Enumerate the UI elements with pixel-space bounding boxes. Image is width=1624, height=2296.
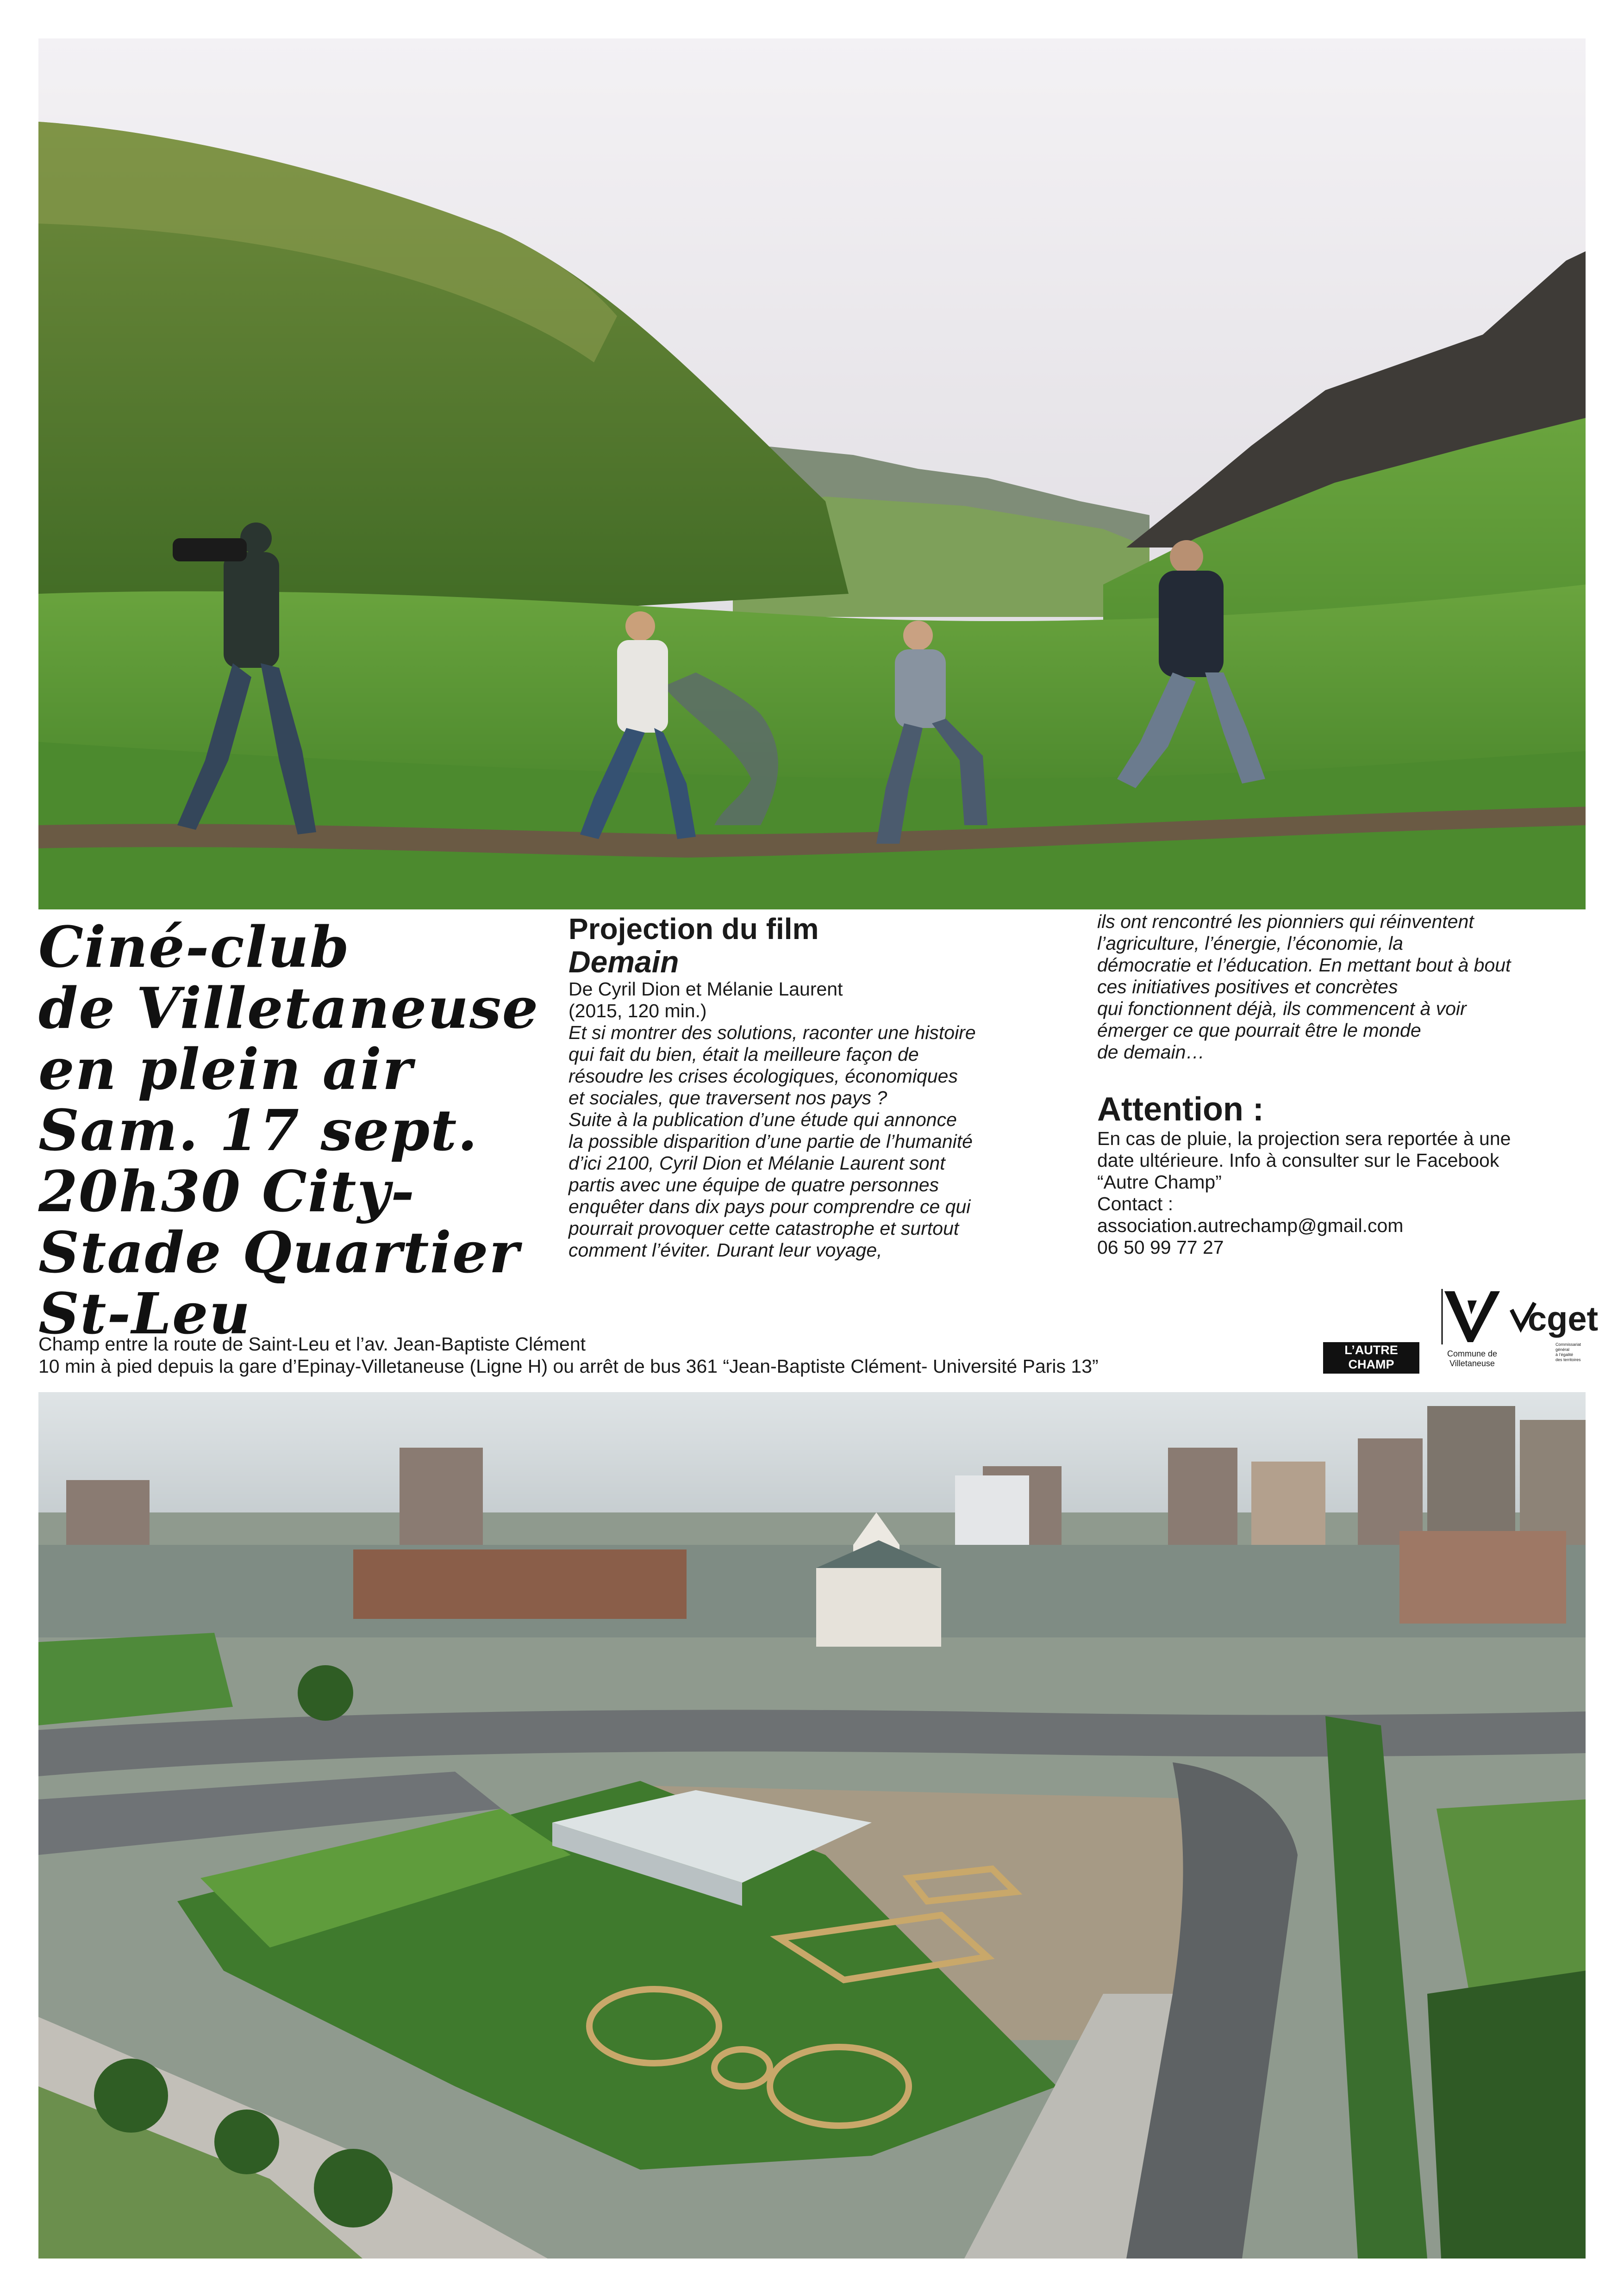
attention-line: date ultérieure. Info à consulter sur le Facebook [1097,1150,1499,1171]
synopsis-cont-line: de demain… [1097,1041,1205,1063]
autre-champ-logo [1323,1342,1419,1374]
contact-email[interactable]: association.autrechamp@gmail.com [1097,1215,1404,1236]
cget-sub-line: général [1555,1347,1570,1352]
synopsis-cont-line: ils ont rencontré les pionniers qui réinventent [1097,911,1474,932]
synopsis-cont-line: qui fonctionnent déjà, ils commencent à voir [1097,998,1467,1019]
autre-champ-logo-line-1: L’AUTRE [1344,1343,1398,1357]
cget-wordmark: cget [1528,1300,1599,1338]
contact-label: Contact : [1097,1193,1174,1214]
villetaneuse-commune-logo [1440,1287,1505,1375]
commune-label: Commune de [1447,1349,1498,1358]
synopsis-line: Suite à la publication d’une étude qui annonce [568,1109,957,1130]
attention-line: “Autre Champ” [1097,1171,1222,1193]
synopsis-line: d’ici 2100, Cyril Dion et Mélanie Laurent sont [568,1152,945,1174]
cget-sub-line: Commissariat [1555,1342,1581,1347]
film-title: Demain [568,945,679,979]
urban-farm-illustration [38,1392,1586,2259]
synopsis-line: résoudre les crises écologiques, économiques [568,1065,958,1087]
headline-line-3: en plein air [38,1036,413,1102]
film-duration: (2015, 120 min.) [568,1000,707,1021]
headline-line-5: 20h30 City- [38,1158,416,1225]
address-line-1: Champ entre la route de Saint-Leu et l’av. Jean-Baptiste Clément [38,1333,586,1355]
synopsis-line: partis avec une équipe de quatre personnes [568,1174,939,1195]
villetaneuse-label: Villetaneuse [1449,1359,1495,1368]
headline-line-7: St-Leu [38,1280,251,1347]
address-line-2: 10 min à pied depuis la gare d’Epinay-Villetaneuse (Ligne H) ou arrêt de bus 361 “Jean-Baptiste Clément- Université Paris 13” [38,1356,1099,1377]
bottom-photo-urban-farm [38,1392,1586,2259]
synopsis-line: pourrait provoquer cette catastrophe et surtout [568,1218,959,1239]
contact-phone[interactable]: 06 50 99 77 27 [1097,1237,1224,1258]
synopsis-cont-line: ces initiatives positives et concrètes [1097,976,1398,997]
cget-sub-line: des territoires [1555,1357,1581,1362]
cget-logo [1509,1296,1599,1381]
attention-line: En cas de pluie, la projection sera reportée à une [1097,1128,1511,1149]
cget-sub-line: à l’égalité [1555,1352,1574,1357]
film-heading: Projection du film [568,912,819,946]
landscape-illustration [38,38,1586,909]
headline-line-6: Stade Quartier [38,1219,520,1286]
synopsis-line: la possible disparition d’une partie de l’humanité [568,1131,973,1152]
film-credits: De Cyril Dion et Mélanie Laurent [568,978,843,1000]
headline-line-2: de Villetaneuse [38,975,539,1041]
film-description [568,913,1064,1261]
headline-line-1: Ciné-club [38,914,350,980]
right-column [1097,911,1588,1258]
autre-champ-logo-line-2: CHAMP [1348,1357,1394,1371]
synopsis-line: comment l’éviter. Durant leur voyage, [568,1239,882,1261]
synopsis-line: enquêter dans dix pays pour comprendre ce qui [568,1196,971,1217]
synopsis-cont-line: émerger ce que pourrait être le monde [1097,1020,1421,1041]
headline-line-4: Sam. 17 sept. [38,1097,478,1164]
villetaneuse-v-icon [1440,1287,1505,1347]
top-photo-film-crew-walking [38,38,1586,909]
synopsis-cont-line: démocratie et l’éducation. En mettant bout à bout [1097,954,1511,976]
synopsis-cont-line: l’agriculture, l’énergie, l’économie, la [1097,933,1403,954]
attention-title: Attention : [1097,1091,1264,1128]
synopsis-line: qui fait du bien, était la meilleure façon de [568,1044,919,1065]
venue-address [38,1333,1358,1377]
synopsis-line: Et si montrer des solutions, raconter une histoire [568,1022,976,1043]
synopsis-line: et sociales, que traversent nos pays ? [568,1087,887,1108]
